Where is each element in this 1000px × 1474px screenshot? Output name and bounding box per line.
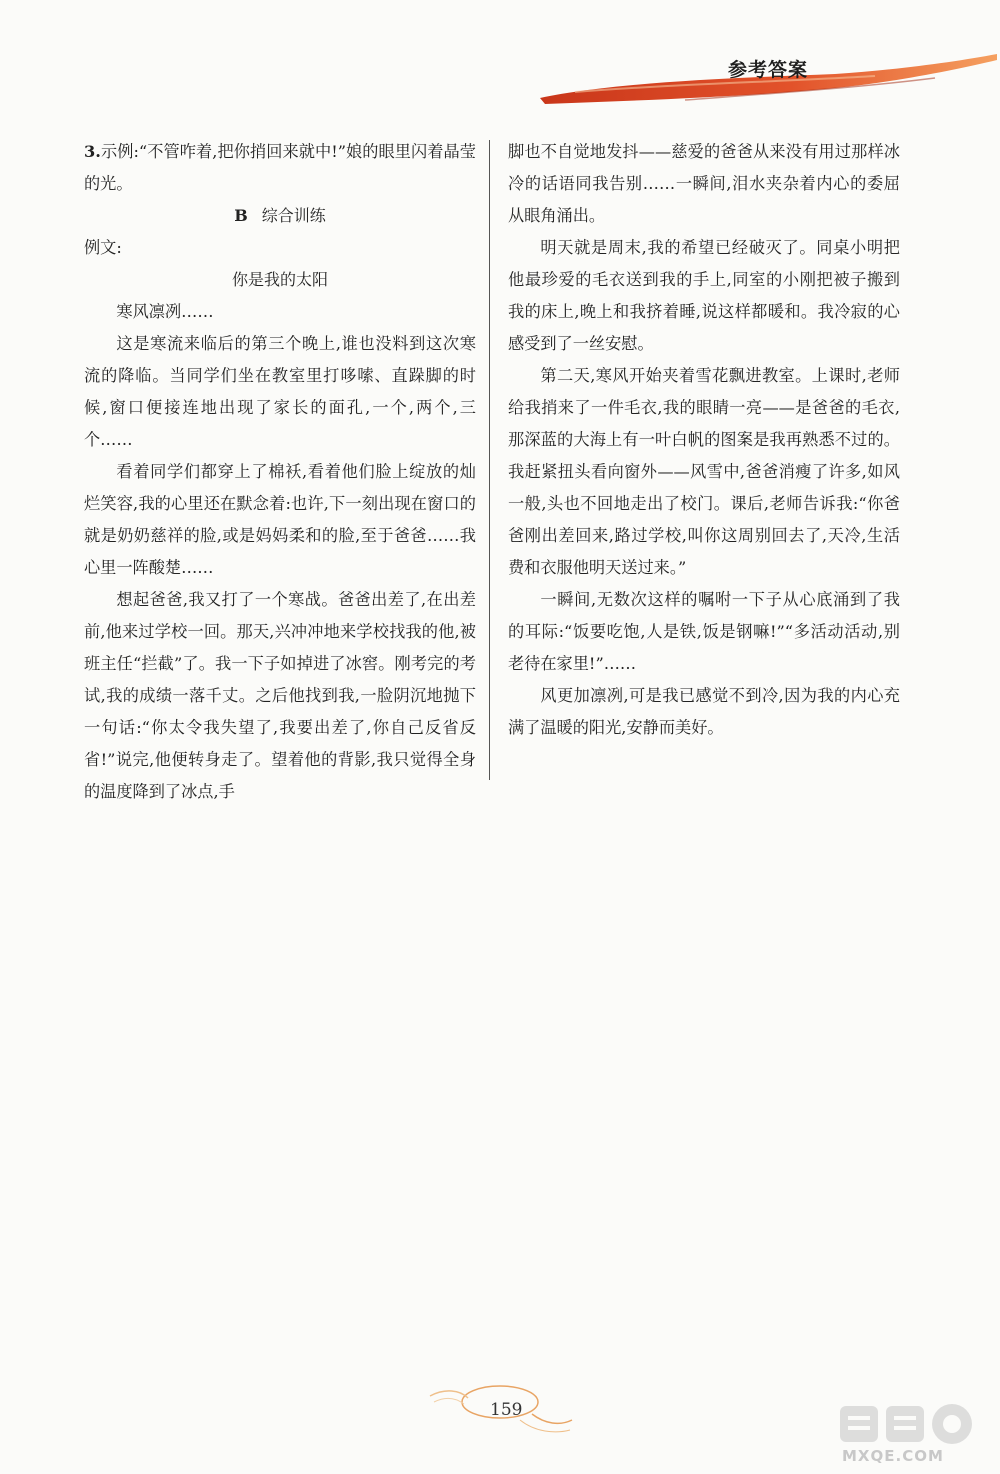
- header-title: 参考答案: [728, 59, 809, 81]
- essay-title: 你是我的太阳: [231, 270, 328, 289]
- column-divider: [489, 140, 490, 780]
- watermark-text: MXQE.COM: [842, 1447, 944, 1465]
- section-letter: B: [234, 206, 248, 225]
- essay-paragraph: 想起爸爸,我又打了一个寒战。爸爸出差了,在出差前,他来过学校一回。那天,兴冲冲地来学校找我的他,被班主任“拦截”了。我一下子如掉进了冰窖。刚考完的考试,我的成绩一落千丈。之后他找到我,一脸阴沉地抛下一句话:“你太令我失望了,我要出差了,你自己反省反省!”说完,他便转身走了。望着他的背影,我只觉得全身的温度降到了冰点,手: [84, 590, 476, 801]
- answer-3: [84, 136, 476, 200]
- example-label: 例文:: [84, 238, 122, 257]
- essay-paragraph: 看着同学们都穿上了棉袄,看着他们脸上绽放的灿烂笑容,我的心里还在默念着:也许,下一刻出现在窗口的就是奶奶慈祥的脸,或是妈妈柔和的脸,至于爸爸……我心里一阵酸楚……: [84, 462, 476, 577]
- right-column: [508, 136, 900, 744]
- essay-paragraph: 明天就是周末,我的希望已经破灭了。同桌小明把他最珍爱的毛衣送到我的手上,同室的小刚把被子搬到我的床上,晚上和我挤着睡,说这样都暖和。我冷寂的心感受到了一丝安慰。: [508, 238, 900, 353]
- essay-paragraph: 风更加凛冽,可是我已感觉不到冷,因为我的内心充满了温暖的阳光,安静而美好。: [508, 686, 900, 737]
- left-column: [84, 136, 476, 808]
- essay-paragraph: 第二天,寒风开始夹着雪花飘进教室。上课时,老师给我捎来了一件毛衣,我的眼睛一亮——是爸爸的毛衣,那深蓝的大海上有一叶白帆的图案是我再熟悉不过的。我赶紧扭头看向窗外——风雪中,爸爸消瘦了许多,如风一般,头也不回地走出了校门。课后,老师告诉我:“你爸爸刚出差回来,路过学校,叫你这周别回去了,天冷,生活费和衣服他明天送过来。”: [508, 366, 900, 577]
- essay-continuation: 脚也不自觉地发抖——慈爱的爸爸从来没有用过那样冰冷的话语同我告别……一瞬间,泪水夹杂着内心的委屈从眼角涌出。: [508, 142, 900, 225]
- answer-3-number: 3.: [84, 142, 101, 161]
- page-number: 159: [490, 1400, 523, 1420]
- section-heading: [84, 200, 476, 232]
- essay-paragraph: 一瞬间,无数次这样的嘱咐一下子从心底涌到了我的耳际:“饭要吃饱,人是铁,饭是钢嘛!”“多活动活动,别老待在家里!”……: [508, 590, 900, 673]
- answer-3-text: 示例:“不管咋着,把你捎回来就中!”娘的眼里闪着晶莹的光。: [84, 142, 476, 193]
- essay-paragraph: 这是寒流来临后的第三个晚上,谁也没料到这次寒流的降临。当同学们坐在教室里打哆嗦、直跺脚的时候,窗口便接连地出现了家长的面孔,一个,两个,三个……: [84, 334, 476, 449]
- essay-paragraph: 寒风凛冽……: [116, 302, 214, 321]
- section-title: 综合训练: [261, 206, 326, 225]
